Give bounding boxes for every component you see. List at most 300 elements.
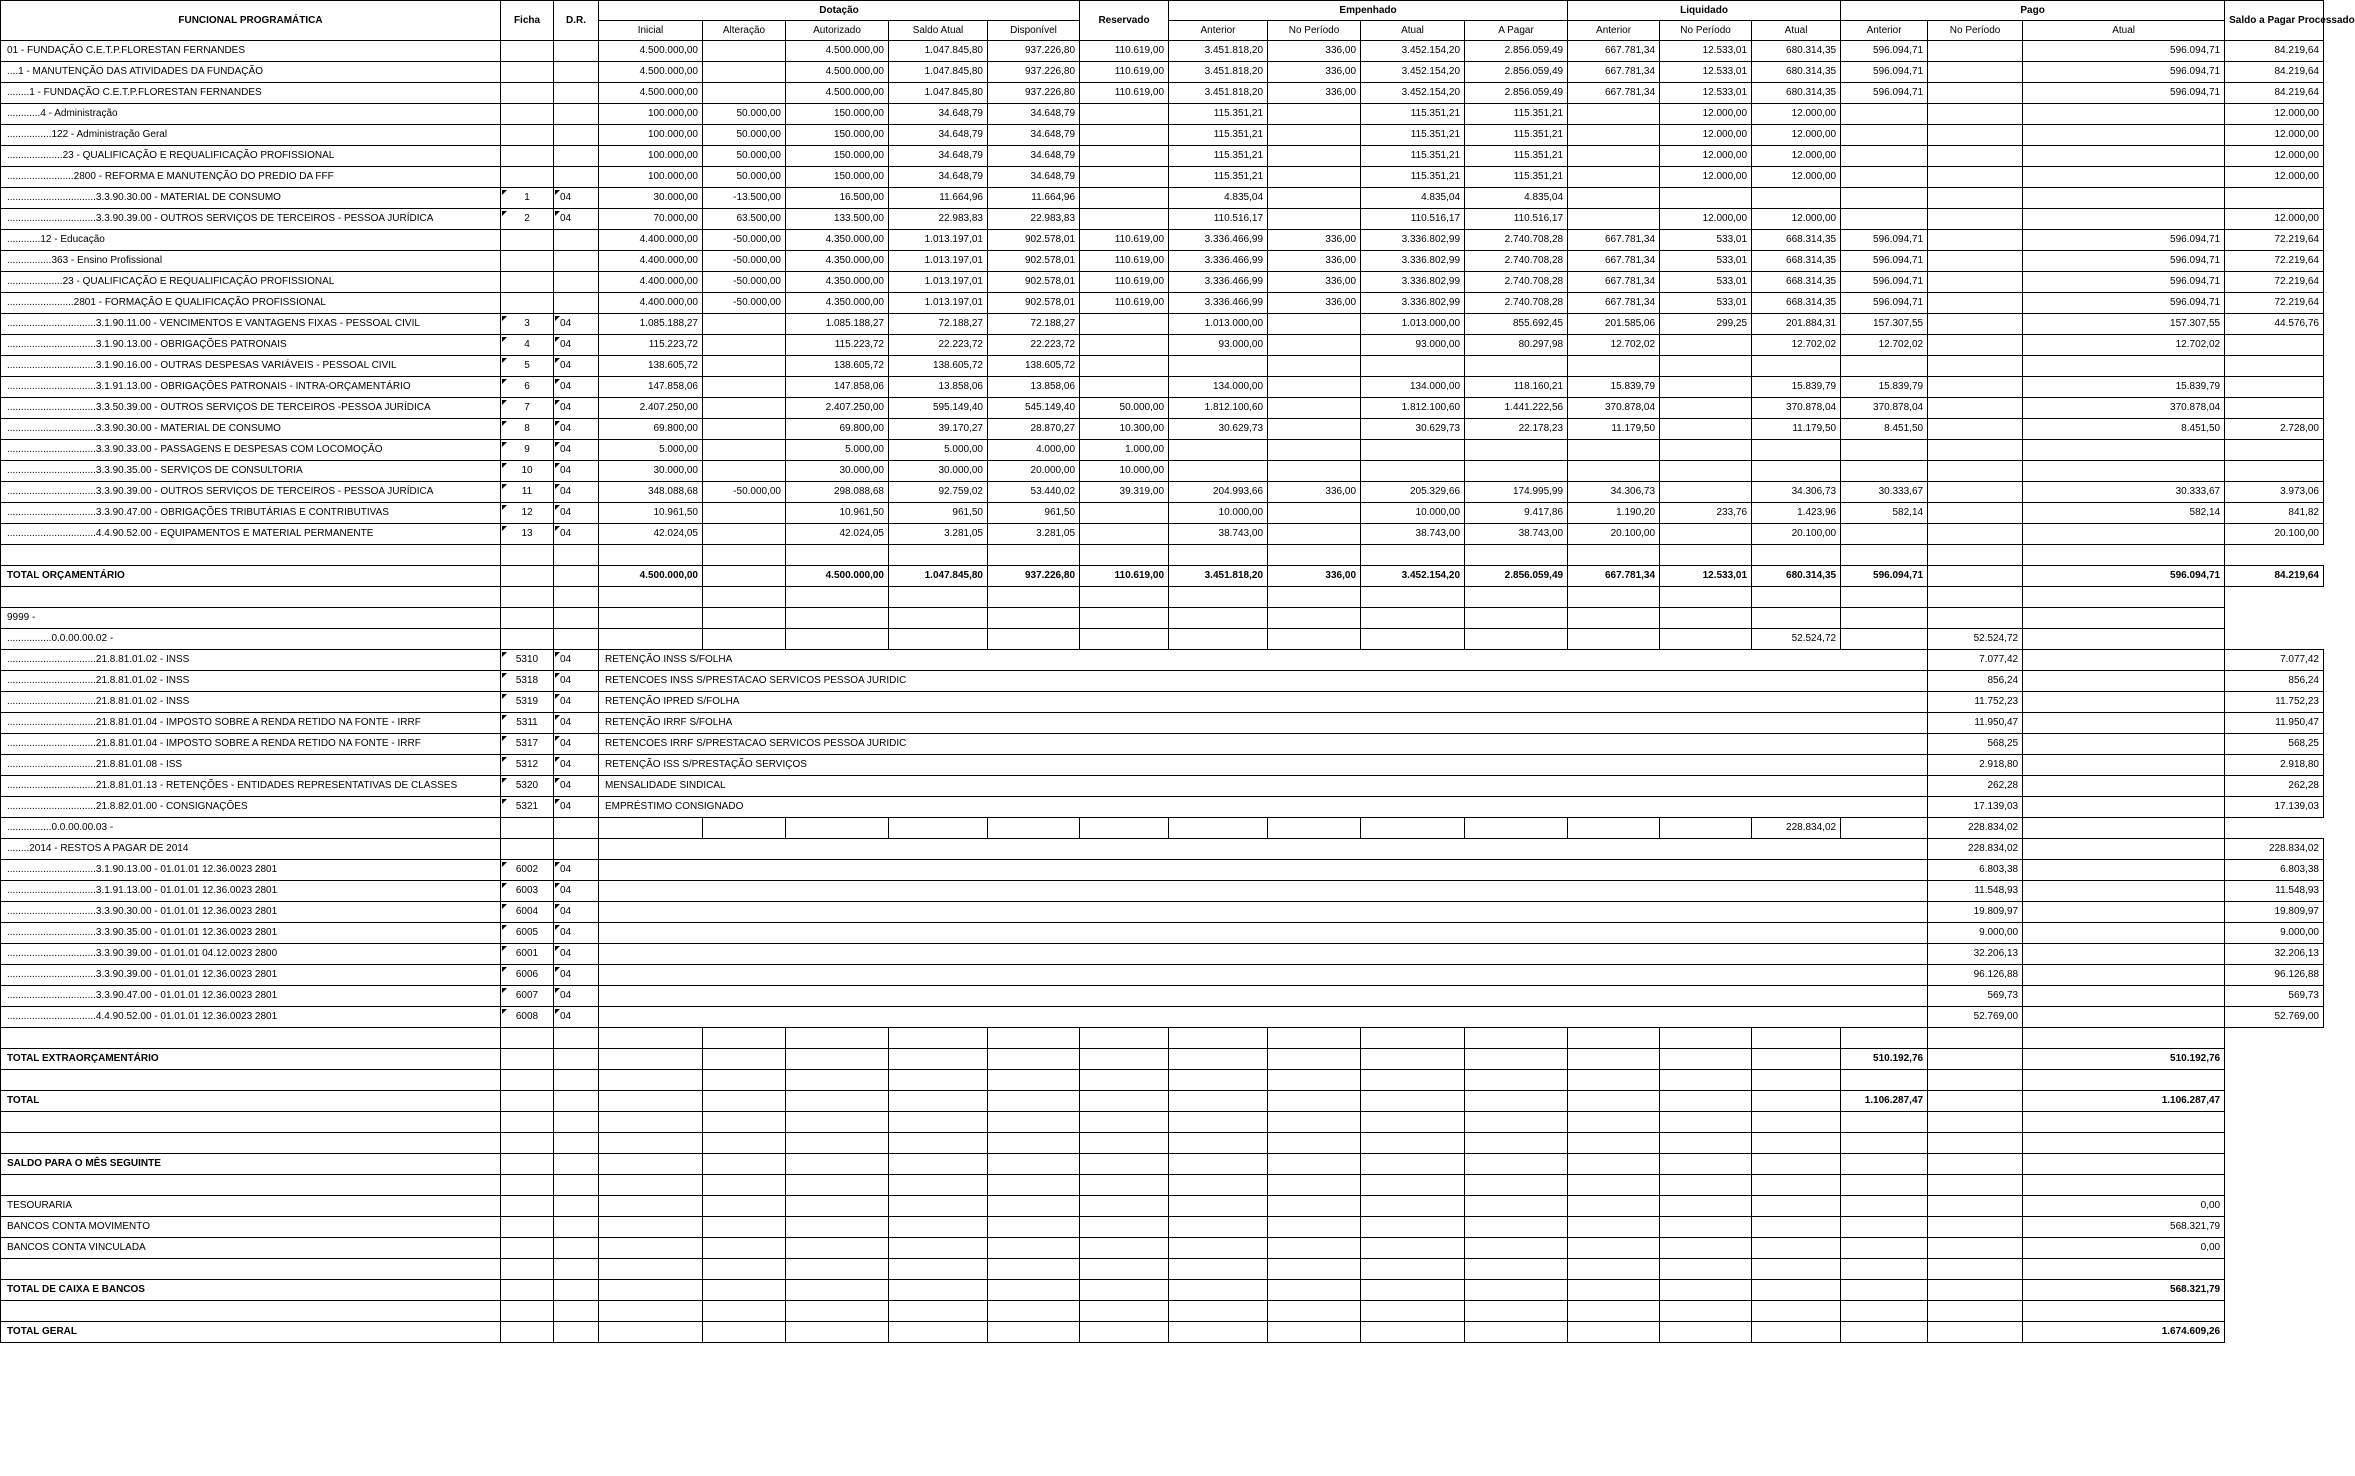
empty-cell bbox=[1465, 1028, 1568, 1049]
empty-cell bbox=[1928, 1175, 2023, 1196]
empty-cell bbox=[2023, 923, 2225, 944]
empty-cell bbox=[1361, 545, 1465, 566]
value-cell: 2.740.708,28 bbox=[1465, 293, 1568, 314]
row-ficha: 6004 bbox=[501, 902, 554, 923]
empty-cell bbox=[1568, 1133, 1660, 1154]
value-cell bbox=[1841, 524, 1928, 545]
value-cell: 12.000,00 bbox=[1660, 125, 1752, 146]
empty-cell bbox=[599, 1028, 703, 1049]
table-row bbox=[1, 188, 2324, 209]
col-dotacao: Dotação bbox=[599, 1, 1080, 21]
empty-cell bbox=[1928, 1238, 2023, 1259]
row-dr: 04 bbox=[554, 923, 599, 944]
empty-cell bbox=[786, 1028, 889, 1049]
empty-cell bbox=[988, 1238, 1080, 1259]
row-ficha: 4 bbox=[501, 335, 554, 356]
value-cell bbox=[1080, 125, 1169, 146]
empty-cell bbox=[1841, 818, 1928, 839]
empty-cell bbox=[2023, 986, 2225, 1007]
empty-cell bbox=[786, 1196, 889, 1217]
value-cell: 50.000,00 bbox=[703, 167, 786, 188]
value-cell bbox=[1268, 398, 1361, 419]
empty-cell bbox=[988, 1322, 1080, 1343]
value-cell: 11.664,96 bbox=[889, 188, 988, 209]
value-cell: 12.000,00 bbox=[1752, 209, 1841, 230]
empty-cell bbox=[1841, 1112, 1928, 1133]
value-cell: 4.350.000,00 bbox=[786, 230, 889, 251]
value-cell: 15.839,79 bbox=[1841, 377, 1928, 398]
empty-cell bbox=[599, 923, 1928, 944]
value-cell bbox=[1928, 209, 2023, 230]
empty-cell bbox=[703, 818, 786, 839]
value-cell: 22.223,72 bbox=[889, 335, 988, 356]
empty-cell bbox=[703, 1070, 786, 1091]
empty-cell bbox=[1, 1175, 501, 1196]
col-pago: Pago bbox=[1841, 1, 2225, 21]
empty-cell bbox=[501, 629, 554, 650]
value-cell: 4.400.000,00 bbox=[599, 272, 703, 293]
empty-cell bbox=[1928, 1049, 2023, 1070]
empty-cell bbox=[703, 1280, 786, 1301]
value-cell: 205.329,66 bbox=[1361, 482, 1465, 503]
empty-cell bbox=[1465, 818, 1568, 839]
value-cell bbox=[1268, 335, 1361, 356]
value-cell bbox=[1752, 461, 1841, 482]
empty-cell bbox=[2023, 776, 2225, 797]
value-cell bbox=[1268, 377, 1361, 398]
empty-cell bbox=[1169, 818, 1268, 839]
value-cell: 1.047.845,80 bbox=[889, 83, 988, 104]
row-ficha bbox=[501, 62, 554, 83]
value-cell: 2.740.708,28 bbox=[1465, 230, 1568, 251]
value-cell: 115.223,72 bbox=[786, 335, 889, 356]
empty-cell bbox=[1169, 1301, 1268, 1322]
empty-cell bbox=[1080, 1217, 1169, 1238]
saldo-cell: 17.139,03 bbox=[2225, 797, 2324, 818]
saldo-cell: 228.834,02 bbox=[2225, 839, 2324, 860]
empty-cell bbox=[599, 1280, 703, 1301]
value-cell: 3.336.802,99 bbox=[1361, 293, 1465, 314]
empty-cell bbox=[1465, 1259, 1568, 1280]
row-ficha: 5 bbox=[501, 356, 554, 377]
empty-cell bbox=[988, 1217, 1080, 1238]
value-cell bbox=[1080, 146, 1169, 167]
value-cell: 1.812.100,60 bbox=[1169, 398, 1268, 419]
value-cell bbox=[1928, 356, 2023, 377]
empty-cell bbox=[1465, 1280, 1568, 1301]
empty-cell bbox=[1752, 1196, 1841, 1217]
row-ficha: 10 bbox=[501, 461, 554, 482]
empty-cell bbox=[1660, 818, 1752, 839]
empty-cell bbox=[1928, 1112, 2023, 1133]
value-cell: 595.149,40 bbox=[889, 398, 988, 419]
empty-cell bbox=[1080, 1259, 1169, 1280]
value-cell: 72.219,64 bbox=[2225, 251, 2324, 272]
value-cell: 13.858,06 bbox=[889, 377, 988, 398]
pago-no-periodo: 262,28 bbox=[1928, 776, 2023, 797]
empty-cell bbox=[703, 545, 786, 566]
value-cell: 4.500.000,00 bbox=[786, 41, 889, 62]
value-cell: 22.223,72 bbox=[988, 335, 1080, 356]
value-cell: 34.648,79 bbox=[889, 146, 988, 167]
value-cell bbox=[1268, 461, 1361, 482]
empty-cell bbox=[1841, 1238, 1928, 1259]
empty-cell bbox=[501, 1217, 554, 1238]
value-cell: 72.219,64 bbox=[2225, 230, 2324, 251]
empty-cell bbox=[1841, 1196, 1928, 1217]
empty-cell bbox=[1928, 545, 2023, 566]
value-cell: 138.605,72 bbox=[988, 356, 1080, 377]
pago-no-periodo: 7.077,42 bbox=[1928, 650, 2023, 671]
value-cell: 533,01 bbox=[1660, 251, 1752, 272]
value-cell bbox=[1268, 167, 1361, 188]
pago-no-periodo: 569,73 bbox=[1928, 986, 2023, 1007]
value-cell: 34.648,79 bbox=[988, 125, 1080, 146]
saldo-cell: 856,24 bbox=[2225, 671, 2324, 692]
empty-cell bbox=[1752, 1238, 1841, 1259]
empty-cell bbox=[1465, 629, 1568, 650]
empty-cell bbox=[889, 1196, 988, 1217]
value-cell: 1.423,96 bbox=[1752, 503, 1841, 524]
row-description: ........................2801 - FORMAÇÃO E QUALIFICAÇÃO PROFISSIONAL bbox=[1, 293, 501, 314]
row-description: ................................21.8.81.01.13 - RETENÇÕES - ENTIDADES REPRESENTATIVAS DE CLASSES bbox=[1, 776, 501, 797]
row-dr bbox=[554, 272, 599, 293]
value-cell: 4.000,00 bbox=[988, 440, 1080, 461]
value-cell bbox=[1752, 356, 1841, 377]
empty-cell bbox=[889, 1238, 988, 1259]
value-cell: 3.452.154,20 bbox=[1361, 62, 1465, 83]
saldo-cell: 11.548,93 bbox=[2225, 881, 2324, 902]
value-cell: 902.578,01 bbox=[988, 293, 1080, 314]
row-ficha: 6006 bbox=[501, 965, 554, 986]
value-cell: 110.516,17 bbox=[1169, 209, 1268, 230]
value-cell bbox=[1169, 461, 1268, 482]
spacer-row bbox=[1, 1133, 2324, 1154]
table-row bbox=[1, 209, 2324, 230]
value-cell: 20.100,00 bbox=[2225, 524, 2324, 545]
value-cell: 115.351,21 bbox=[1169, 104, 1268, 125]
table-cell bbox=[554, 839, 599, 860]
empty-cell bbox=[2023, 1259, 2225, 1280]
value-cell: 30.000,00 bbox=[786, 461, 889, 482]
row-description: 01 - FUNDAÇÃO C.E.T.P.FLORESTAN FERNANDES bbox=[1, 41, 501, 62]
empty-cell bbox=[599, 1007, 1928, 1028]
row-historico: RETENÇÃO INSS S/FOLHA bbox=[599, 650, 1928, 671]
value-cell: 937.226,80 bbox=[988, 83, 1080, 104]
empty-cell bbox=[501, 587, 554, 608]
row-dr: 04 bbox=[554, 440, 599, 461]
pago-no-periodo: 11.950,47 bbox=[1928, 713, 2023, 734]
value-cell: 233,76 bbox=[1660, 503, 1752, 524]
value-cell: 138.605,72 bbox=[599, 356, 703, 377]
value-cell bbox=[1928, 146, 2023, 167]
empty-cell bbox=[703, 587, 786, 608]
saldo-cell: 7.077,42 bbox=[2225, 650, 2324, 671]
empty-cell bbox=[1568, 1154, 1660, 1175]
value-cell: 38.743,00 bbox=[1361, 524, 1465, 545]
empty-cell bbox=[1660, 1154, 1752, 1175]
empty-cell bbox=[1568, 1280, 1660, 1301]
row-historico: RETENCOES IRRF S/PRESTACAO SERVICOS PESSOA JURIDIC bbox=[599, 734, 1928, 755]
col-saldo: Saldo a Pagar Processado bbox=[2225, 1, 2324, 41]
value-cell: 38.743,00 bbox=[1169, 524, 1268, 545]
empty-cell bbox=[988, 1028, 1080, 1049]
empty-cell bbox=[501, 1175, 554, 1196]
empty-cell bbox=[501, 1259, 554, 1280]
value-cell: 84.219,64 bbox=[2225, 83, 2324, 104]
value-cell bbox=[703, 314, 786, 335]
empty-cell bbox=[554, 818, 599, 839]
row-description: ....1 - MANUTENÇÃO DAS ATIVIDADES DA FUNDAÇÃO bbox=[1, 62, 501, 83]
value-cell: 84.219,64 bbox=[2225, 41, 2324, 62]
value-cell: 596.094,71 bbox=[2023, 41, 2225, 62]
empty-cell bbox=[1361, 1196, 1465, 1217]
row-historico: MENSALIDADE SINDICAL bbox=[599, 776, 1928, 797]
value-cell: 596.094,71 bbox=[1841, 566, 1928, 587]
empty-cell bbox=[1080, 1175, 1169, 1196]
value-cell: 150.000,00 bbox=[786, 146, 889, 167]
empty-cell bbox=[889, 1049, 988, 1070]
empty-cell bbox=[2023, 1007, 2225, 1028]
empty-cell bbox=[1268, 818, 1361, 839]
empty-cell bbox=[889, 1280, 988, 1301]
value-cell: 3.451.818,20 bbox=[1169, 62, 1268, 83]
pago-no-periodo: 32.206,13 bbox=[1928, 944, 2023, 965]
value-cell: 110.619,00 bbox=[1080, 62, 1169, 83]
empty-cell bbox=[1, 1133, 501, 1154]
value-cell bbox=[1080, 314, 1169, 335]
row-description: ................122 - Administração Geral bbox=[1, 125, 501, 146]
row-ficha bbox=[501, 125, 554, 146]
saldo-cell: 569,73 bbox=[2225, 986, 2324, 1007]
empty-cell bbox=[1841, 629, 1928, 650]
value-cell bbox=[703, 524, 786, 545]
row-dr: 04 bbox=[554, 209, 599, 230]
empty-cell bbox=[599, 818, 703, 839]
value-cell: 115.351,21 bbox=[1465, 125, 1568, 146]
empty-cell bbox=[1465, 587, 1568, 608]
row-description: ................................21.8.81.01.02 - INSS bbox=[1, 692, 501, 713]
row-description: ................................3.3.90.47.00 - 01.01.01 12.36.0023 2801 bbox=[1, 986, 501, 1007]
row-ficha: 9 bbox=[501, 440, 554, 461]
row-dr bbox=[554, 146, 599, 167]
value-cell: 336,00 bbox=[1268, 83, 1361, 104]
value-cell: 902.578,01 bbox=[988, 272, 1080, 293]
empty-cell bbox=[1268, 629, 1361, 650]
empty-cell bbox=[703, 1049, 786, 1070]
value-cell bbox=[1660, 461, 1752, 482]
value-cell: 4.350.000,00 bbox=[786, 251, 889, 272]
empty-cell bbox=[703, 1154, 786, 1175]
empty-cell bbox=[501, 1322, 554, 1343]
value-cell: 80.297,98 bbox=[1465, 335, 1568, 356]
saldo-cell: 262,28 bbox=[2225, 776, 2324, 797]
total-orcamentario-row bbox=[1, 566, 2324, 587]
value-cell: 1.013.197,01 bbox=[889, 293, 988, 314]
value-cell: 4.835,04 bbox=[1169, 188, 1268, 209]
row-label: BANCOS CONTA VINCULADA bbox=[1, 1238, 501, 1259]
empty-cell bbox=[1268, 1112, 1361, 1133]
value-cell: 4.350.000,00 bbox=[786, 272, 889, 293]
empty-cell bbox=[501, 1301, 554, 1322]
value-cell: 92.759,02 bbox=[889, 482, 988, 503]
empty-cell bbox=[889, 1217, 988, 1238]
empty-cell bbox=[1268, 1217, 1361, 1238]
value-cell bbox=[1841, 125, 1928, 146]
empty-cell bbox=[1169, 1217, 1268, 1238]
table-row bbox=[1, 167, 2324, 188]
empty-cell bbox=[889, 608, 988, 629]
empty-cell bbox=[1568, 1175, 1660, 1196]
empty-cell bbox=[1660, 587, 1752, 608]
empty-cell bbox=[1660, 1070, 1752, 1091]
empty-cell bbox=[1080, 1049, 1169, 1070]
empty-cell bbox=[501, 545, 554, 566]
empty-cell bbox=[501, 1112, 554, 1133]
row-description: ................................3.3.90.35.00 - 01.01.01 12.36.0023 2801 bbox=[1, 923, 501, 944]
value-cell: 12.000,00 bbox=[1752, 104, 1841, 125]
empty-cell bbox=[554, 608, 599, 629]
value-cell: 3.451.818,20 bbox=[1169, 566, 1268, 587]
value-cell bbox=[1080, 524, 1169, 545]
empty-cell bbox=[599, 944, 1928, 965]
value-cell bbox=[1841, 356, 1928, 377]
empty-cell bbox=[1080, 1133, 1169, 1154]
empty-cell bbox=[1660, 1091, 1752, 1112]
empty-cell bbox=[501, 1196, 554, 1217]
subheader-cell: Disponível bbox=[988, 21, 1080, 41]
value-cell: 12.000,00 bbox=[2225, 167, 2324, 188]
empty-cell bbox=[1752, 1259, 1841, 1280]
empty-cell bbox=[1361, 1175, 1465, 1196]
pago-no-periodo: 856,24 bbox=[1928, 671, 2023, 692]
empty-cell bbox=[1928, 1259, 2023, 1280]
value-cell: 50.000,00 bbox=[703, 104, 786, 125]
pago-no-periodo: 1.106.287,47 bbox=[1841, 1091, 1928, 1112]
empty-cell bbox=[703, 1301, 786, 1322]
row-dr: 04 bbox=[554, 734, 599, 755]
value-cell: 4.500.000,00 bbox=[786, 566, 889, 587]
value-cell: 115.351,21 bbox=[1465, 104, 1568, 125]
row-description: ................................4.4.90.52.00 - 01.01.01 12.36.0023 2801 bbox=[1, 1007, 501, 1028]
value-cell bbox=[1465, 461, 1568, 482]
empty-cell bbox=[1169, 1280, 1268, 1301]
value-cell bbox=[703, 440, 786, 461]
empty-cell bbox=[599, 1112, 703, 1133]
subheader-cell: Atual bbox=[1361, 21, 1465, 41]
value-cell bbox=[1928, 293, 2023, 314]
empty-cell bbox=[599, 629, 703, 650]
value-cell: 533,01 bbox=[1660, 293, 1752, 314]
row-description: ................................21.8.81.01.08 - ISS bbox=[1, 755, 501, 776]
row-dr: 04 bbox=[554, 713, 599, 734]
empty-cell bbox=[1361, 1280, 1465, 1301]
empty-cell bbox=[1568, 587, 1660, 608]
value-cell bbox=[1928, 251, 2023, 272]
value-cell bbox=[2225, 377, 2324, 398]
table-row bbox=[1, 440, 2324, 461]
empty-cell bbox=[1268, 1070, 1361, 1091]
value-cell: 38.743,00 bbox=[1465, 524, 1568, 545]
value-cell: 12.000,00 bbox=[1752, 125, 1841, 146]
value-cell: 12.533,01 bbox=[1660, 83, 1752, 104]
row-description: ................................3.3.90.47.00 - OBRIGAÇÕES TRIBUTÁRIAS E CONTRIBUTIVAS bbox=[1, 503, 501, 524]
empty-cell bbox=[1169, 1238, 1268, 1259]
value-cell bbox=[1660, 419, 1752, 440]
empty-cell bbox=[1169, 1049, 1268, 1070]
value-cell: 22.983,83 bbox=[988, 209, 1080, 230]
row-dr: 04 bbox=[554, 902, 599, 923]
value-cell: 16.500,00 bbox=[786, 188, 889, 209]
value-cell: 680.314,35 bbox=[1752, 83, 1841, 104]
value-cell: 4.500.000,00 bbox=[599, 62, 703, 83]
row-description: ................................3.3.90.33.00 - PASSAGENS E DESPESAS COM LOCOMOÇÃO bbox=[1, 440, 501, 461]
empty-cell bbox=[1268, 1175, 1361, 1196]
value-cell: 961,50 bbox=[889, 503, 988, 524]
value-cell bbox=[2225, 188, 2324, 209]
subheader-cell: Atual bbox=[2023, 21, 2225, 41]
row-historico: RETENÇÃO IPRED S/FOLHA bbox=[599, 692, 1928, 713]
extra-row bbox=[1, 902, 2324, 923]
table-row bbox=[1, 461, 2324, 482]
value-cell: 1.000,00 bbox=[1080, 440, 1169, 461]
value-cell: 596.094,71 bbox=[2023, 62, 2225, 83]
value-cell: 12.000,00 bbox=[2225, 125, 2324, 146]
empty-cell bbox=[988, 608, 1080, 629]
row-dr: 04 bbox=[554, 188, 599, 209]
value-cell bbox=[1568, 125, 1660, 146]
value-cell: 596.094,71 bbox=[1841, 251, 1928, 272]
row-dr: 04 bbox=[554, 314, 599, 335]
empty-cell bbox=[786, 1217, 889, 1238]
empty-cell bbox=[1169, 1133, 1268, 1154]
empty-cell bbox=[1841, 545, 1928, 566]
row-dr: 04 bbox=[554, 797, 599, 818]
empty-cell bbox=[1361, 1301, 1465, 1322]
subheader-cell: Saldo Atual bbox=[889, 21, 988, 41]
value-cell bbox=[1660, 356, 1752, 377]
empty-cell bbox=[1361, 1112, 1465, 1133]
pago-no-periodo: 6.803,38 bbox=[1928, 860, 2023, 881]
value-cell: 39.170,27 bbox=[889, 419, 988, 440]
value-cell bbox=[1928, 461, 2023, 482]
row-ficha: 6005 bbox=[501, 923, 554, 944]
empty-cell bbox=[988, 1154, 1080, 1175]
value-cell: 596.094,71 bbox=[1841, 83, 1928, 104]
value-cell: 115.351,21 bbox=[1361, 125, 1465, 146]
value-cell: 84.219,64 bbox=[2225, 566, 2324, 587]
value-cell: 667.781,34 bbox=[1568, 293, 1660, 314]
value-cell bbox=[2023, 356, 2225, 377]
value-cell: 44.576,76 bbox=[2225, 314, 2324, 335]
extra-row bbox=[1, 944, 2324, 965]
value-cell bbox=[1361, 461, 1465, 482]
value-cell bbox=[1660, 377, 1752, 398]
empty-cell bbox=[1568, 1091, 1660, 1112]
table-row bbox=[1, 356, 2324, 377]
empty-cell bbox=[1268, 1133, 1361, 1154]
empty-cell bbox=[703, 1028, 786, 1049]
value-cell: 937.226,80 bbox=[988, 566, 1080, 587]
row-description: ....................23 - QUALIFICAÇÃO E REQUALIFICAÇÃO PROFISSIONAL bbox=[1, 272, 501, 293]
empty-cell bbox=[1841, 1259, 1928, 1280]
empty-cell bbox=[1080, 1280, 1169, 1301]
value-cell: 34.648,79 bbox=[889, 104, 988, 125]
value-cell: 50.000,00 bbox=[1080, 398, 1169, 419]
value-cell: 1.190,20 bbox=[1568, 503, 1660, 524]
value-cell: 596.094,71 bbox=[1841, 293, 1928, 314]
empty-cell bbox=[599, 1154, 703, 1175]
